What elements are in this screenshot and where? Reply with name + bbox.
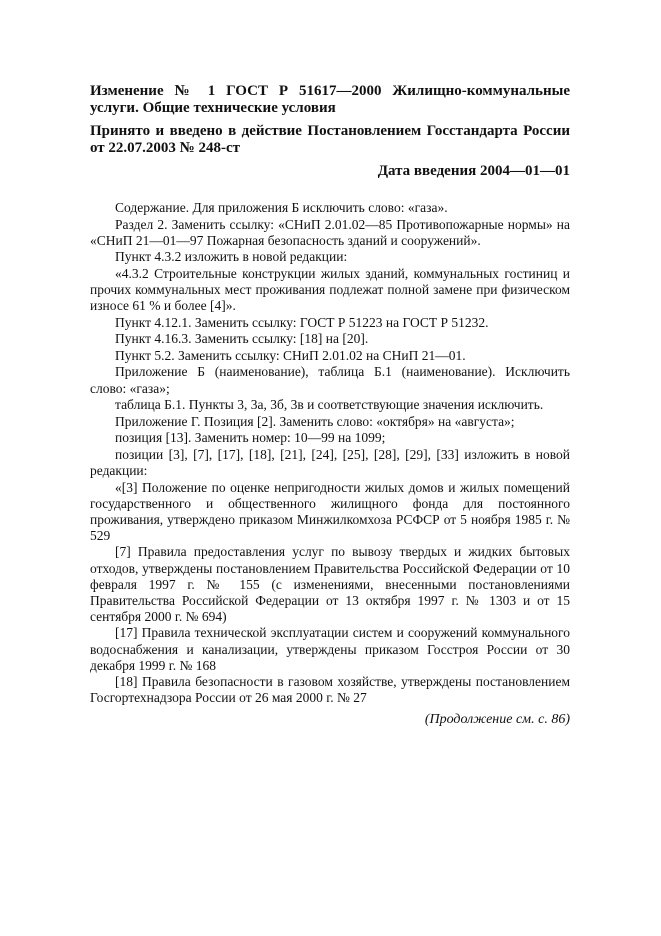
amendment-body: [90, 200, 570, 706]
paragraph: Пункт 4.12.1. Заменить ссылку: ГОСТ Р 51223 на ГОСТ Р 51232.: [115, 314, 489, 330]
paragraph: позиции [3], [7], [17], [18], [21], [24], [25], [28], [29], [33] изложить в новой редакции:: [90, 446, 570, 478]
paragraph: позиция [13]. Заменить номер: 10—99 на 1099;: [115, 430, 386, 446]
paragraph: Пункт 4.3.2 изложить в новой редакции:: [115, 249, 348, 265]
paragraph: Раздел 2. Заменить ссылку: «СНиП 2.01.02—85 Противопожарные нормы» на «СНиП 21—01—97 Пожарная безопасность зданий и сооружений».: [90, 216, 570, 248]
amendment-title: Изменение № 1 ГОСТ Р 51617—2000 Жилищно-коммунальные услуги. Общие технические условия: [90, 83, 570, 116]
paragraph: таблица Б.1. Пункты 3, 3а, 3б, 3в и соответствующие значения исключить.: [115, 397, 544, 413]
adoption-statement: Принято и введено в действие Постановлением Госстандарта России от 22.07.2003 № 248-ст: [90, 123, 570, 156]
paragraph: Содержание. Для приложения Б исключить слово: «газа».: [115, 200, 448, 215]
paragraph: Пункт 5.2. Заменить ссылку: СНиП 2.01.02 на СНиП 21—01.: [115, 347, 466, 363]
paragraph: «[3] Положение по оценке непригодности жилых домов и жилых помещений государственного и общественного жилищного фонда для постоянного проживания, утверждено приказом Минжилкомхоза РСФСР от 5 ноября 1985 г. № 529: [90, 479, 570, 543]
paragraph: Приложение Г. Позиция [2]. Заменить слово: «октября» на «августа»;: [115, 413, 515, 429]
paragraph: «4.3.2 Строительные конструкции жилых зданий, коммунальных гостиниц и прочих коммунальных мест проживания подлежат полной замене при физическом износе 61 % и более [4]».: [90, 265, 570, 314]
document-page: [90, 83, 570, 728]
continuation-note: (Продолжение см. с. 86): [424, 712, 570, 728]
paragraph: [18] Правила безопасности в газовом хозяйстве, утверждены постановлением Госгортехнадзора России от 26 мая 2000 г. № 27: [90, 674, 570, 706]
paragraph: [17] Правила технической эксплуатации систем и сооружений коммунального водоснабжения и канализации, утверждены приказом Госстроя России от 30 декабря 1999 г. № 168: [90, 625, 570, 673]
effective-date: Дата введения 2004—01—01: [377, 163, 570, 179]
paragraph: Приложение Б (наименование), таблица Б.1 (наименование). Исключить слово: «газа»;: [90, 364, 570, 396]
paragraph: [7] Правила предоставления услуг по вывозу твердых и жидких бытовых отходов, утверждены постановлением Правительства Российской Федерации от 10 февраля 1997 г. № 155 (с изменениями, внесенными постановлениями Правительства Российской Федерации от 13 октября 1997 г. № 1303 и от 15 сентября 2000 г. № 694): [90, 544, 570, 624]
paragraph: Пункт 4.16.3. Заменить ссылку: [18] на [20].: [115, 331, 369, 347]
